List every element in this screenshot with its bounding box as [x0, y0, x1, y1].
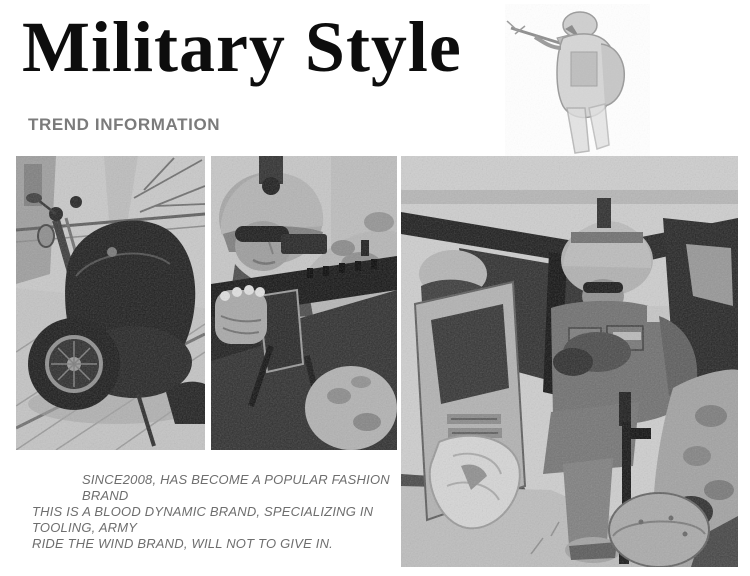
- trend-information-heading: TREND INFORMATION: [28, 115, 221, 134]
- brand-description: [32, 472, 402, 552]
- soldier-sketch-image: [505, 4, 650, 156]
- gallery-photo-motorcycle: [16, 156, 205, 450]
- brand-description-line-3: RIDE THE WIND BRAND, WILL NOT TO GIVE IN.: [32, 536, 333, 551]
- brand-description-line-2: THIS IS A BLOOD DYNAMIC BRAND, SPECIALIZING IN TOOLING, ARMY: [32, 504, 374, 535]
- page-title: Military Style: [22, 7, 462, 87]
- gallery-photo-soldier-rifle: [211, 156, 397, 450]
- gallery-photo-soldier-vehicle: [401, 156, 738, 567]
- brand-description-line-1: SINCE2008, HAS BECOME A POPULAR FASHION BRAND: [82, 472, 390, 503]
